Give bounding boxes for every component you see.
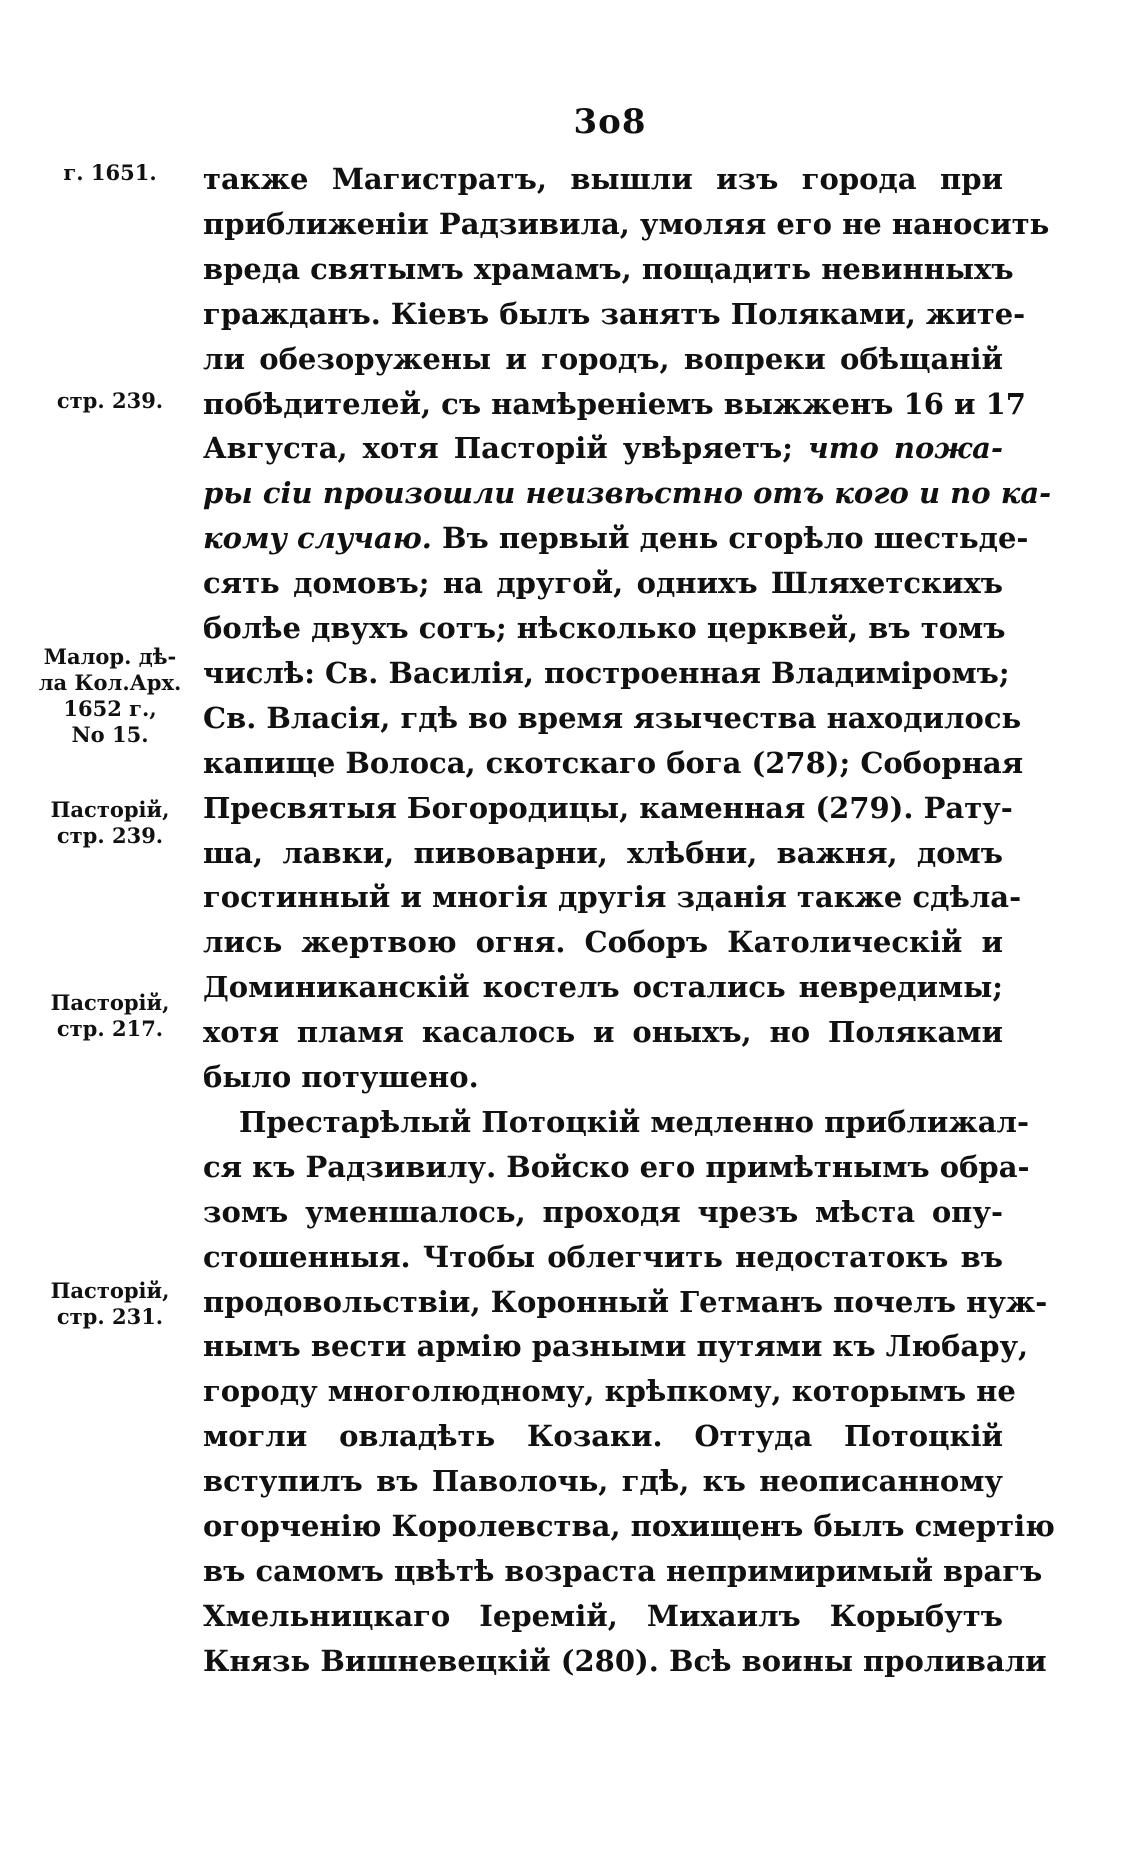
text-segment: побѣдителей, съ намѣреніемъ выжженъ 16 и 17 <box>203 386 1026 421</box>
margin-note-line: стр. 239. <box>56 823 164 848</box>
text-line <box>203 875 1022 919</box>
text-segment: Августа, хотя Пасторій увѣряетъ; <box>203 431 809 466</box>
text-segment: ша, лавки, пивоварни, хлѣбни, важня, домъ <box>203 835 1003 870</box>
text-line <box>203 1190 1003 1234</box>
text-line <box>203 202 1050 246</box>
text-segment: Св. Власія, гдѣ во время язычества находилось <box>203 700 1022 735</box>
margin-note <box>30 644 190 748</box>
text-line <box>203 786 1013 830</box>
text-segment: гражданъ. Кіевъ былъ занятъ Поляками, жите- <box>203 296 1026 331</box>
text-segment: городу многолюдному, крѣпкому, которымъ не <box>203 1374 1016 1409</box>
text-segment: приближеніи Радзивила, умоляя его не наносить <box>203 206 1050 241</box>
margin-note-line: No 15. <box>71 722 149 747</box>
text-segment: Доминиканскій костелъ остались невредимы; <box>203 970 1003 1005</box>
text-segment: Пресвятыя Богородицы, каменная (279). Рату- <box>203 790 1013 825</box>
text-segment: огорченію Королевства, похищенъ былъ смертію <box>203 1509 1055 1543</box>
text-line <box>203 1639 1047 1683</box>
text-line <box>203 561 1003 605</box>
text-segment: что пожа- <box>808 431 1003 466</box>
text-line <box>203 471 1052 515</box>
margin-note-line: ла Кол.Арх. <box>38 670 182 695</box>
text-line <box>203 1549 1043 1593</box>
text-line <box>203 382 1026 426</box>
text-segment: Хмельницкаго Іеремій, Михаилъ Корыбутъ <box>203 1598 1003 1633</box>
text-segment: хотя пламя касалось и оныхъ, но Поляками <box>203 1015 1003 1050</box>
text-segment: болѣе двухъ сотъ; нѣсколько церквей, въ томъ <box>203 611 1006 645</box>
text-line <box>203 1055 1003 1099</box>
text-segment: вреда святымъ храмамъ, пощадить невинныхъ <box>203 251 1014 286</box>
text-segment: могли овладѣть Козаки. Оттуда Потоцкій <box>203 1419 1003 1454</box>
text-segment: также Магистратъ, вышли изъ города при <box>203 162 1003 196</box>
text-line <box>203 1414 1003 1458</box>
text-line <box>203 606 1006 650</box>
text-segment: лись жертвою огня. Соборъ Католическій и <box>203 925 1003 960</box>
text-segment: капище Волоса, скотскаго бога (278); Соборная <box>203 745 1024 780</box>
text-segment: ли обезоружены и городъ, вопреки обѣщаній <box>203 341 1003 376</box>
margin-note-line: Малор. дѣ- <box>43 644 177 669</box>
text-line <box>203 337 1003 381</box>
text-segment: продовольствіи, Коронный Гетманъ почелъ нуж- <box>203 1284 1048 1319</box>
text-line <box>203 1235 1003 1279</box>
text-segment: стошенныя. Чтобы облегчить недостатокъ въ <box>203 1239 1003 1274</box>
text-line <box>203 965 1003 1009</box>
text-segment: вступилъ въ Паволочь, гдѣ, къ неописанному <box>203 1464 1003 1499</box>
text-segment: въ самомъ цвѣтѣ возраста непримиримый врагъ <box>203 1553 1043 1588</box>
text-segment: нымъ вести армію разными путями къ Любару, <box>203 1329 1029 1364</box>
text-segment: ся къ Радзивилу. Войско его примѣтнымъ обра- <box>203 1149 1030 1184</box>
text-segment: Престарѣлый Потоцкій медленно приближал- <box>239 1104 1029 1139</box>
text-line <box>203 1459 1003 1503</box>
margin-note-line: стр. 231. <box>56 1304 164 1329</box>
margin-note <box>30 990 190 1042</box>
text-segment: Въ первый день сгорѣло шестьде- <box>431 521 1029 556</box>
text-line <box>203 651 1010 695</box>
text-line <box>203 696 1022 740</box>
text-line <box>203 292 1026 336</box>
text-segment: зомъ уменшалось, проходя чрезъ мѣста опу- <box>203 1194 1003 1229</box>
margin-note-line: Пасторій, <box>50 797 170 822</box>
text-line <box>203 920 1003 964</box>
text-segment: ры сіи произошли неизвѣстно отъ кого и по ка- <box>203 476 1052 511</box>
text-segment: сять домовъ; на другой, однихъ Шляхетскихъ <box>203 566 1003 601</box>
margin-note <box>30 388 190 414</box>
text-line <box>203 1369 1016 1413</box>
text-line <box>203 1010 1003 1054</box>
text-line <box>203 516 1029 560</box>
margin-note <box>30 1278 190 1330</box>
text-line <box>203 247 1014 291</box>
margin-note <box>30 160 190 186</box>
text-line <box>203 426 1003 470</box>
text-line <box>203 157 1003 201</box>
text-line <box>203 1145 1030 1189</box>
text-segment: гостинный и многія другія зданія также сдѣла- <box>203 880 1022 915</box>
margin-note-line: Пасторій, <box>50 1278 170 1303</box>
margin-note-line: Пасторій, <box>50 990 170 1015</box>
margin-note <box>30 797 190 849</box>
text-segment: было потушено. <box>203 1060 479 1094</box>
text-line <box>203 1324 1029 1368</box>
page-number: 3о8 <box>573 102 647 142</box>
text-segment: кому случаю. <box>203 521 432 556</box>
text-segment: числѣ: Св. Василія, построенная Владиміромъ; <box>203 655 1010 690</box>
margin-note-line: стр. 239. <box>56 388 164 413</box>
margin-note-line: 1652 г., <box>63 696 157 721</box>
text-line <box>203 741 1024 785</box>
text-line <box>203 1594 1003 1638</box>
text-line <box>203 1100 1029 1144</box>
text-line <box>203 1280 1048 1324</box>
margin-note-line: стр. 217. <box>56 1016 164 1041</box>
margin-note-line: г. 1651. <box>63 160 157 185</box>
text-segment: Князь Вишневецкій (280). Всѣ воины проливали <box>203 1643 1047 1678</box>
text-line <box>203 831 1003 875</box>
text-line <box>203 1504 1055 1548</box>
